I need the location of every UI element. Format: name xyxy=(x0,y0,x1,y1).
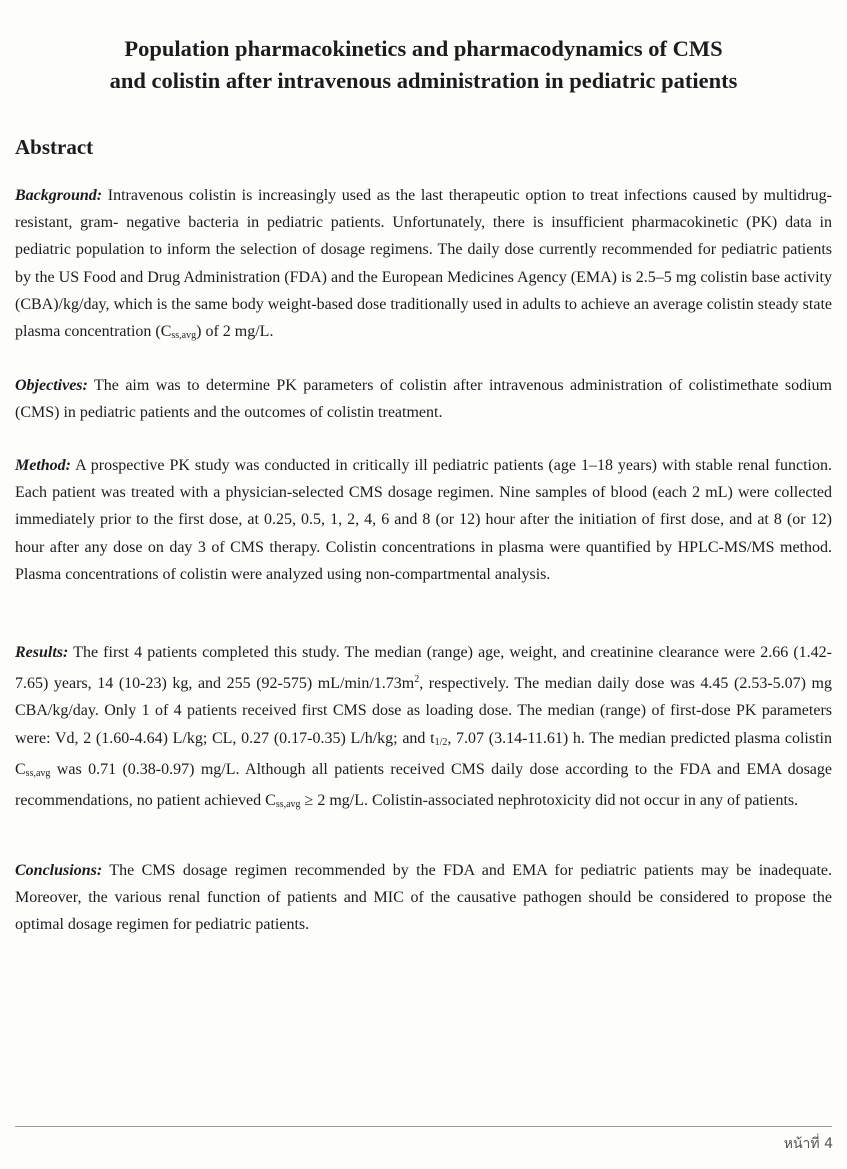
title-line-1: Population pharmacokinetics and pharmacodynamics of CMS xyxy=(124,36,723,61)
paper-title xyxy=(20,33,827,97)
conclusions-paragraph xyxy=(15,857,832,939)
results-text-2: , respectively. The median daily dose was 4.45 (2.53-5.07) mg CBA/kg/day. Only 1 of 4 patients received first CMS dose as loading dose. The median (range) of first-dose PK parameters were: Vd, 2 (1.60-4.64) L/kg; CL, 0.27 (0.17-0.35) L/h/kg; and t xyxy=(15,675,832,747)
results-label: Results: xyxy=(15,644,69,661)
results-text-4: was 0.71 (0.38-0.97) mg/L. Although all patients received CMS daily dose according to the FDA and EMA dosage recommendations, no patient achieved C xyxy=(15,760,832,810)
results-text-3: , 7.07 (3.14-11.61) h. The median predicted plasma colistin C xyxy=(15,729,832,778)
method-text: A prospective PK study was conducted in critically ill pediatric patients (age 1–18 years) with stable renal function. Each patient was treated with a physician-selected CMS dosage regimen. Nine samples of blood (each 2 mL) were collected immediately prior to the first dose, at 0.25, 0.5, 1, 2, 4, 6 and 8 (or 12) hour after the initiation of first dose, and at 8 (or 12) hour after any dose on day 3 of CMS therapy. Colistin concentrations in plasma were quantified by HPLC-MS/MS method. Plasma concentrations of colistin were analyzed using non-compartmental analysis. xyxy=(15,457,832,583)
background-label: Background: xyxy=(15,187,103,204)
subscript: ss,avg xyxy=(171,330,197,342)
results-paragraph xyxy=(15,639,832,818)
title-line-2: and colistin after intravenous administration in pediatric patients xyxy=(109,68,738,93)
conclusions-text: The CMS dosage regimen recommended by the FDA and EMA for pediatric patients may be inadequate. Moreover, the various renal function of patients and MIC of the causative pathogen should be considered to propose the optimal dosage regimen for pediatric patients. xyxy=(15,862,832,934)
objectives-paragraph xyxy=(15,372,832,426)
subscript: ss,avg xyxy=(25,767,51,779)
abstract-heading: Abstract xyxy=(15,135,94,159)
superscript: 2 xyxy=(414,674,420,686)
background-text: Intravenous colistin is increasingly used as the last therapeutic option to treat infections caused by multidrug- resistant, gram- negative bacteria in pediatric patients. Unfortunately, there is insufficient pharmacokinetic (PK) data in pediatric population to inform the selection of dosage regimens. The daily dose currently recommended for pediatric patients by the US Food and Drug Administration (FDA) and the European Medicines Agency (EMA) is 2.5–5 mg colistin base activity (CBA)/kg/day, which is the same body weight-based dose traditionally used in adults to achieve an average colistin steady state plasma concentration (C xyxy=(15,187,832,341)
subscript: 1/2 xyxy=(434,736,448,748)
background-text-end: ) of 2 mg/L. xyxy=(196,323,274,341)
background-paragraph xyxy=(15,182,832,349)
subscript: ss,avg xyxy=(275,799,301,811)
page-number: หน้าที่ 4 xyxy=(783,1136,833,1152)
method-paragraph xyxy=(15,452,832,588)
results-text-5: ≥ 2 mg/L. Colistin-associated nephrotoxicity did not occur in any of patients. xyxy=(300,792,799,810)
footer-divider xyxy=(15,1126,832,1127)
method-label: Method: xyxy=(15,457,71,474)
objectives-label: Objectives: xyxy=(15,377,88,394)
objectives-text: The aim was to determine PK parameters of colistin after intravenous administration of colistimethate sodium (CMS) in pediatric patients and the outcomes of colistin treatment. xyxy=(15,377,832,422)
conclusions-label: Conclusions: xyxy=(15,862,103,879)
results-text-1: The first 4 patients completed this study. The median (range) age, weight, and creatinine clearance were 2.66 (1.42-7.65) years, 14 (10-23) kg, and 255 (92-575) mL/min/1.73m xyxy=(15,644,832,693)
